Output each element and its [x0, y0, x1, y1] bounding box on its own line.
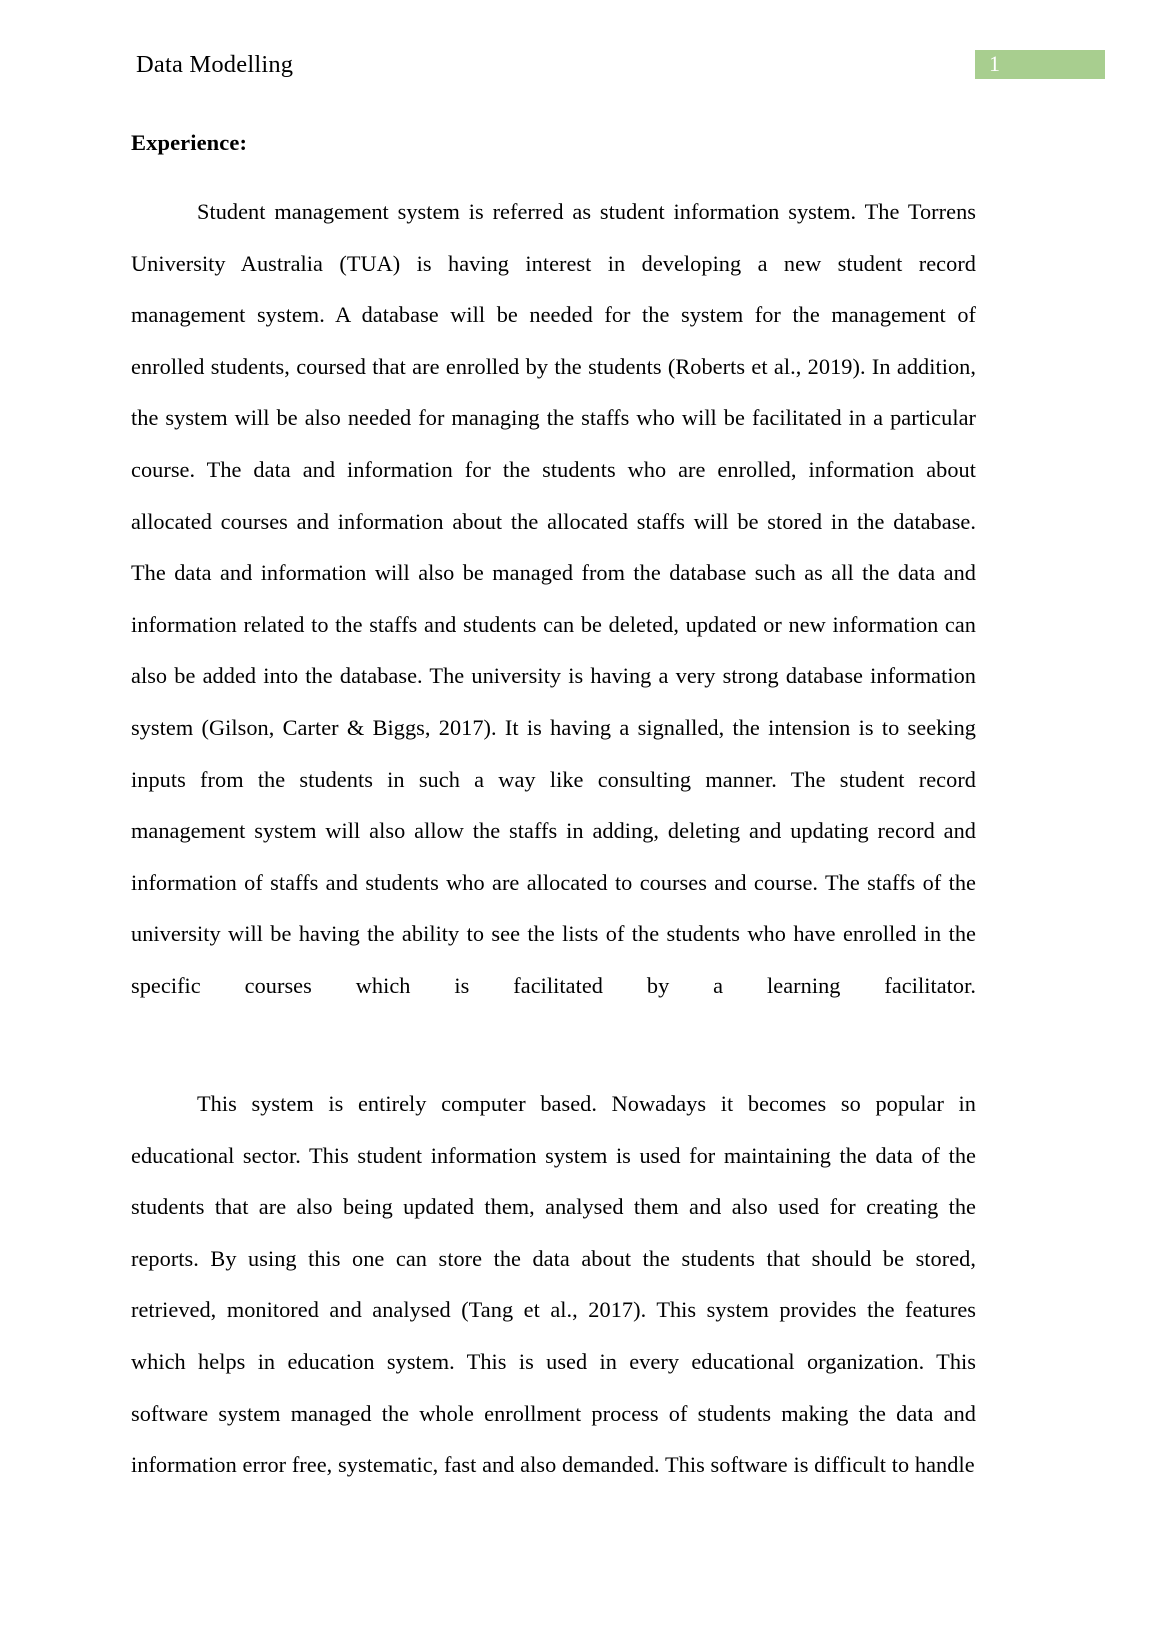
- page-number: 1: [989, 51, 1000, 76]
- section-heading-experience: Experience:: [131, 130, 248, 155]
- document-body: [131, 128, 976, 1491]
- page-header: [0, 48, 1158, 92]
- body-paragraph: Student management system is referred as student information system. The Torrens University Australia (TUA) is having interest in developing a new student record management system. A database will be needed for the system for the management of enrolled students, coursed that are enrolled by the students (Roberts et al., 2019). In addition, the system will be also needed for managing the staffs who will be facilitated in a particular course. The data and information for the students who are enrolled, information about allocated courses and information about the allocated staffs will be stored in the database. The data and information will also be managed from the database such as all the data and information related to the staffs and students can be deleted, updated or new information can also be added into the database. The university is having a very strong database information system (Gilson, Carter & Biggs, 2017). It is having a signalled, the intension is to seeking inputs from the students in such a way like consulting manner. The student record management system will also allow the staffs in adding, deleting and updating record and information of staffs and students who are allocated to courses and course. The staffs of the university will be having the ability to see the lists of the students who have enrolled in the specific courses which is facilitated by a learning facilitator.: [131, 199, 976, 998]
- body-paragraph: This system is entirely computer based. Nowadays it becomes so popular in educational sector. This student information system is used for maintaining the data of the students that are also being updated them, analysed them and also used for creating the reports. By using this one can store the data about the students that should be stored, retrieved, monitored and analysed (Tang et al., 2017). This system provides the features which helps in education system. This is used in every educational organization. This software system managed the whole enrollment process of students making the data and information error free, systematic, fast and also demanded. This software is difficult to handle: [131, 1091, 976, 1478]
- header-title: Data Modelling: [136, 51, 294, 78]
- page-number-badge: [975, 50, 1105, 79]
